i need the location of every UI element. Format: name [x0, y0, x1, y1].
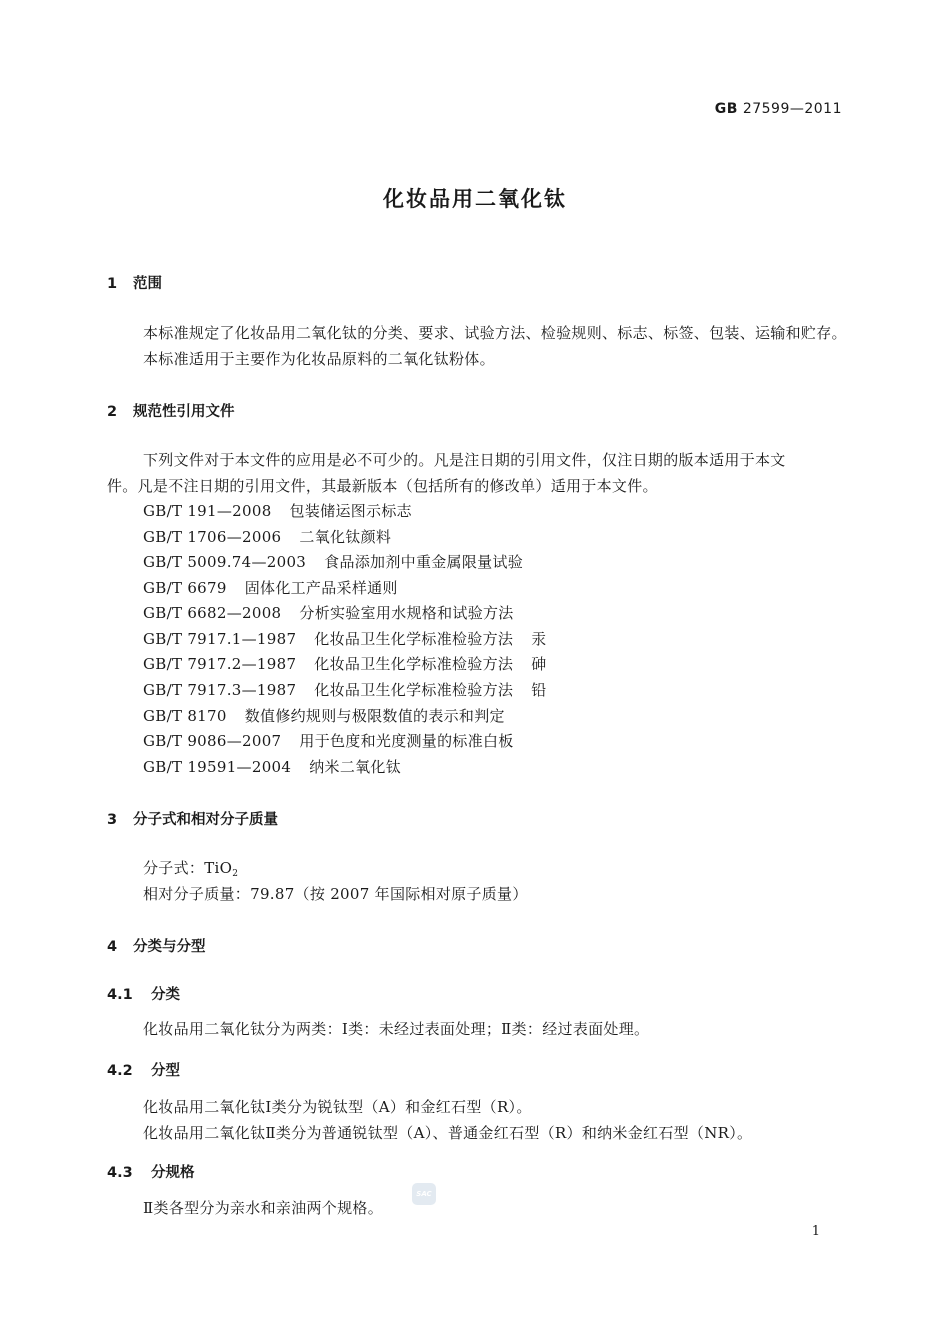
section-3-heading: 3 分子式和相对分子质量	[107, 812, 278, 828]
section-4-2-paragraph-2: 化妆品用二氧化钛Ⅱ类分为普通锐钛型（A）、普通金红石型（R）和纳米金红石型（NR）。	[143, 1124, 753, 1142]
standard-prefix: GB	[714, 101, 738, 117]
reference-item: GB/T 9086—2007 用于色度和光度测量的标准白板	[143, 732, 514, 750]
section-4-2-paragraph-1: 化妆品用二氧化钛Ⅰ类分为锐钛型（A）和金红石型（R）。	[143, 1098, 532, 1116]
reference-item: GB/T 6679 固体化工产品采样通则	[143, 579, 398, 597]
section-4-3-heading: 4.3 分规格	[107, 1165, 195, 1181]
reference-item: GB/T 8170 数值修约规则与极限数值的表示和判定	[143, 707, 505, 725]
standard-number: 27599—2011	[742, 101, 842, 117]
section-2-heading: 2 规范性引用文件	[107, 404, 235, 420]
section-4-2-heading: 4.2 分型	[107, 1063, 180, 1079]
sac-watermark-logo: SAC	[412, 1183, 436, 1205]
section-4-1-paragraph: 化妆品用二氧化钛分为两类：Ⅰ类：未经过表面处理；Ⅱ类：经过表面处理。	[143, 1020, 650, 1038]
section-4-1-heading: 4.1 分类	[107, 987, 180, 1003]
page-number: 1	[811, 1224, 820, 1239]
section-4-3-paragraph: Ⅱ类各型分为亲水和亲油两个规格。	[143, 1199, 383, 1217]
reference-item: GB/T 5009.74—2003 食品添加剂中重金属限量试验	[143, 553, 524, 571]
reference-item: GB/T 191—2008 包装储运图示标志	[143, 502, 412, 520]
section-1-heading: 1 范围	[107, 276, 162, 292]
section-4-heading: 4 分类与分型	[107, 939, 206, 955]
document-title: 化妆品用二氧化钛	[383, 187, 567, 211]
reference-item: GB/T 19591—2004 纳米二氧化钛	[143, 758, 402, 776]
reference-item: GB/T 7917.3—1987 化妆品卫生化学标准检验方法 铅	[143, 681, 547, 699]
section-2-intro-line-2: 件。凡是不注日期的引用文件，其最新版本（包括所有的修改单）适用于本文件。	[107, 477, 658, 495]
reference-item: GB/T 7917.2—1987 化妆品卫生化学标准检验方法 砷	[143, 655, 547, 673]
reference-item: GB/T 7917.1—1987 化妆品卫生化学标准检验方法 汞	[143, 630, 547, 648]
section-1-paragraph-1: 本标准规定了化妆品用二氧化钛的分类、要求、试验方法、检验规则、标志、标签、包装、运输和贮存。	[143, 324, 847, 342]
reference-item: GB/T 6682—2008 分析实验室用水规格和试验方法	[143, 604, 514, 622]
molecular-formula: 分子式：TiO$_2$	[143, 859, 239, 879]
reference-item: GB/T 1706—2006 二氧化钛颜料	[143, 528, 392, 546]
section-1-paragraph-2: 本标准适用于主要作为化妆品原料的二氧化钛粉体。	[143, 350, 495, 368]
molecular-mass: 相对分子质量：79.87（按 2007 年国际相对原子质量）	[143, 885, 528, 903]
section-2-intro-line-1: 下列文件对于本文件的应用是必不可少的。凡是注日期的引用文件，仅注日期的版本适用于本文	[143, 451, 786, 469]
standard-code	[715, 101, 842, 117]
